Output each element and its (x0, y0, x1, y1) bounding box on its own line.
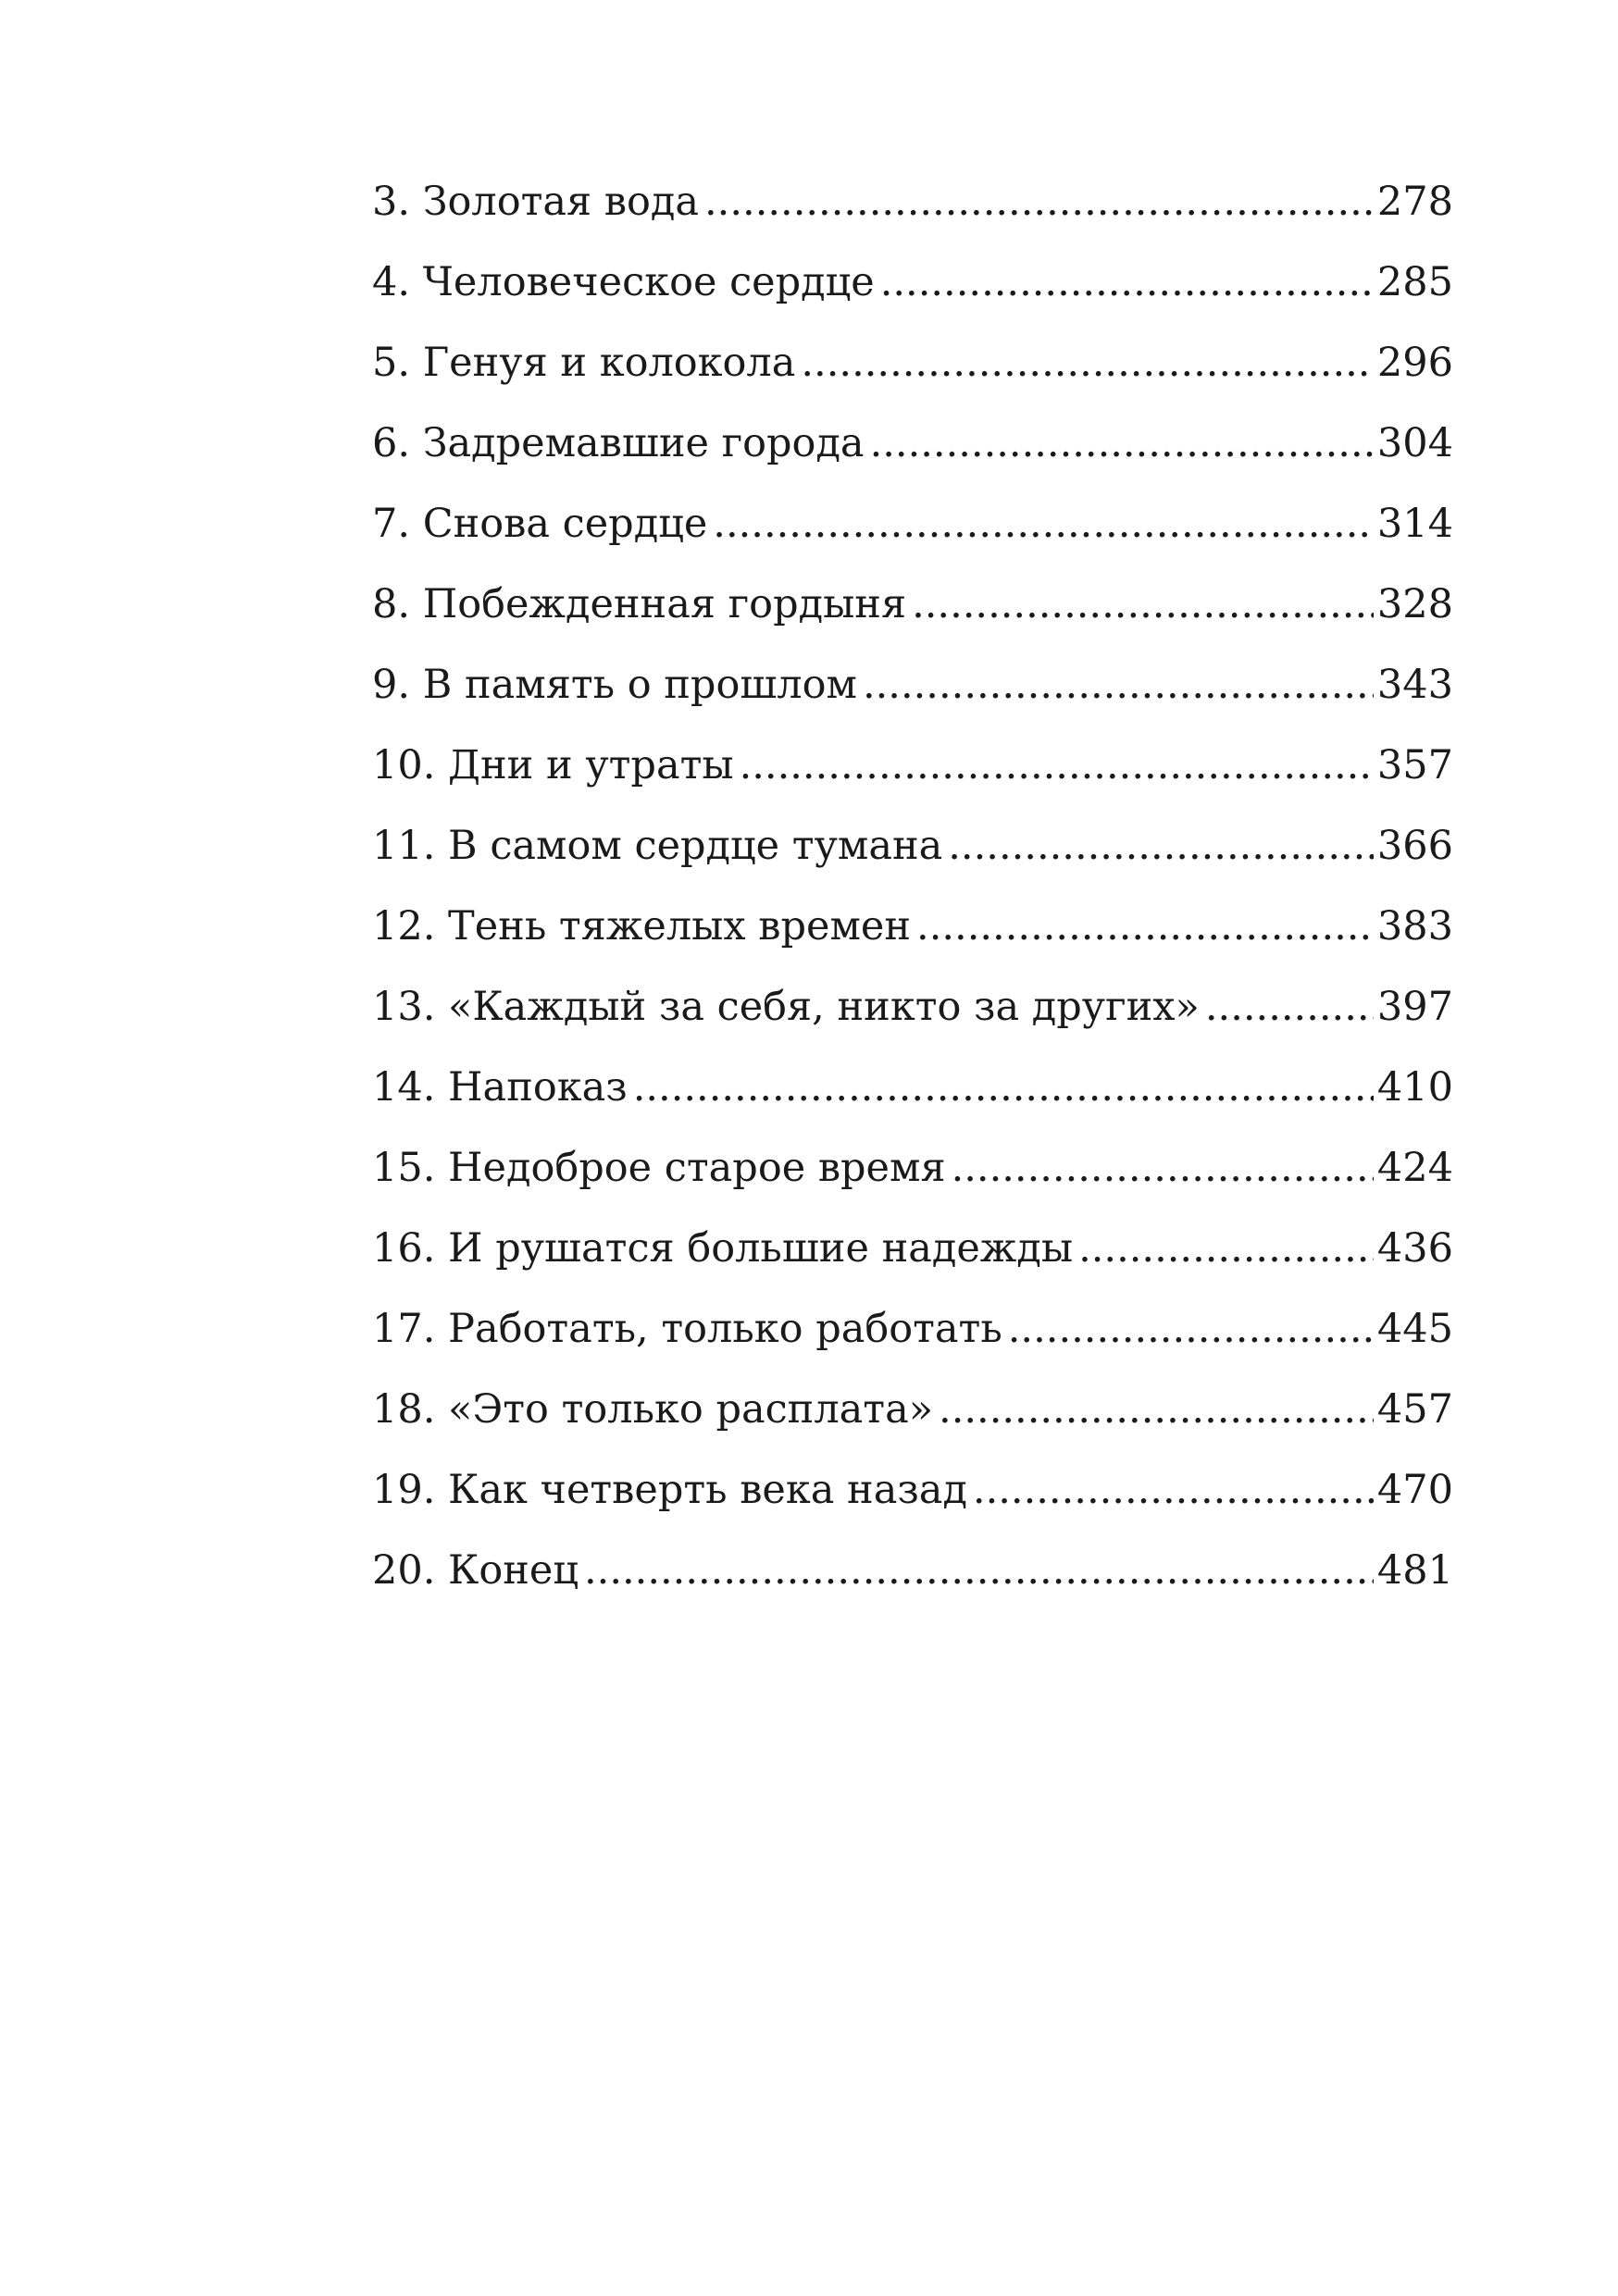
toc-entry-title: 14. Напоказ (372, 1064, 628, 1111)
toc-entry-page: 410 (1376, 1064, 1453, 1111)
toc-entry-page: 397 (1376, 984, 1453, 1030)
toc-entry-title: 9. В память о прошлом (372, 662, 857, 708)
toc-entry-title: 8. Побежденная гордыня (372, 581, 907, 627)
toc-entry[interactable] (372, 806, 1453, 887)
toc-entry-page: 343 (1376, 662, 1453, 708)
toc-entry-page: 383 (1376, 903, 1453, 949)
toc-entry-page: 285 (1376, 259, 1453, 305)
toc-entry-title: 6. Задремавшие города (372, 420, 865, 466)
toc-entry-title: 15. Недоброе старое время (372, 1145, 946, 1191)
toc-entry-title: 3. Золотая вода (372, 179, 700, 225)
toc-dot-leader (633, 1048, 1374, 1128)
toc-entry[interactable] (372, 1289, 1453, 1370)
toc-entry-title: 10. Дни и утраты (372, 742, 734, 788)
toc-entry-title: 12. Тень тяжелых времен (372, 903, 912, 949)
toc-entry-title: 18. «Это только расплата» (372, 1386, 934, 1433)
toc-entry-page: 328 (1376, 581, 1453, 627)
toc-dot-leader (740, 726, 1374, 806)
toc-dot-leader (870, 403, 1374, 484)
toc-entry-page: 424 (1376, 1145, 1453, 1191)
toc-entry-page: 445 (1376, 1306, 1453, 1352)
toc-entry[interactable] (372, 403, 1453, 484)
toc-dot-leader (713, 484, 1374, 565)
toc-dot-leader (1078, 1209, 1374, 1289)
toc-entry-page: 278 (1376, 179, 1453, 225)
toc-entry-page: 481 (1376, 1547, 1453, 1594)
toc-entry-page: 470 (1376, 1467, 1453, 1513)
toc-entry[interactable] (372, 726, 1453, 806)
toc-entry[interactable] (372, 1450, 1453, 1531)
toc-entry-page: 366 (1376, 823, 1453, 869)
toc-dot-leader (916, 887, 1374, 967)
toc-dot-leader (952, 1128, 1374, 1209)
toc-entry[interactable] (372, 242, 1453, 323)
toc-dot-leader (912, 565, 1374, 645)
toc-entry[interactable] (372, 1048, 1453, 1128)
toc-entry-title: 11. В самом сердце тумана (372, 823, 943, 869)
toc-entry[interactable] (372, 484, 1453, 565)
toc-entry[interactable] (372, 887, 1453, 967)
toc-entry[interactable] (372, 565, 1453, 645)
toc-entry-page: 436 (1376, 1225, 1453, 1272)
toc-dot-leader (863, 645, 1374, 726)
toc-entry[interactable] (372, 967, 1453, 1048)
toc-entry-title: 7. Снова сердце (372, 501, 708, 547)
toc-dot-leader (973, 1450, 1374, 1531)
toc-entry-page: 304 (1376, 420, 1453, 466)
toc-entry-page: 357 (1376, 742, 1453, 788)
toc-entry[interactable] (372, 645, 1453, 726)
toc-entry-title: 17. Работать, только работать (372, 1306, 1002, 1352)
toc-entry-title: 20. Конец (372, 1547, 579, 1594)
toc-entry[interactable] (372, 323, 1453, 403)
toc-entry[interactable] (372, 1209, 1453, 1289)
toc-entry-title: 19. Как четверть века назад (372, 1467, 967, 1513)
toc-dot-leader (948, 806, 1374, 887)
toc-dot-leader (584, 1531, 1374, 1611)
toc-entry[interactable] (372, 162, 1453, 242)
toc-entry[interactable] (372, 1370, 1453, 1450)
toc-entry-page: 314 (1376, 501, 1453, 547)
toc-dot-leader (1205, 967, 1374, 1048)
table-of-contents (372, 162, 1453, 1611)
toc-dot-leader (880, 242, 1374, 323)
toc-entry-page: 457 (1376, 1386, 1453, 1433)
toc-entry-title: 13. «Каждый за себя, никто за других» (372, 984, 1200, 1030)
toc-dot-leader (801, 323, 1374, 403)
toc-entry[interactable] (372, 1128, 1453, 1209)
toc-dot-leader (1008, 1289, 1374, 1370)
toc-entry-page: 296 (1376, 340, 1453, 386)
toc-dot-leader (939, 1370, 1374, 1450)
toc-dot-leader (704, 162, 1374, 242)
toc-entry-title: 4. Человеческое сердце (372, 259, 875, 305)
toc-entry-title: 5. Генуя и колокола (372, 340, 796, 386)
toc-entry[interactable] (372, 1531, 1453, 1611)
toc-entry-title: 16. И рушатся большие надежды (372, 1225, 1074, 1272)
